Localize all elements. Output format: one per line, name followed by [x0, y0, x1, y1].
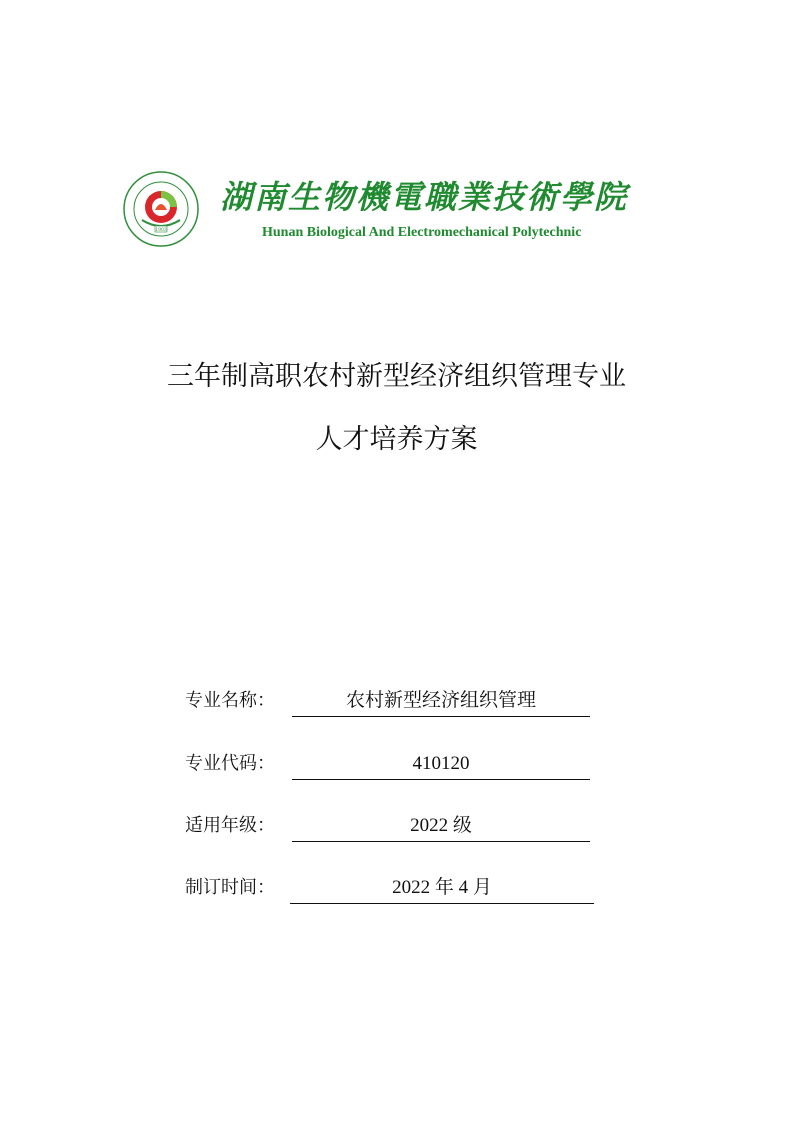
field-value: 2022 级	[292, 813, 590, 842]
field-label: 专业名称：	[185, 690, 275, 711]
field-value: 农村新型经济组织管理	[292, 688, 590, 717]
field-major-name	[185, 688, 605, 718]
school-name-en: Hunan Biological And Electromechanical Polytechnic	[262, 225, 582, 240]
school-name-cn: 湖南生物機電職業技術學院	[220, 178, 629, 216]
field-revision-date	[185, 875, 605, 905]
field-label: 适用年级：	[185, 815, 275, 836]
field-value: 410120	[292, 751, 590, 780]
school-logo	[122, 170, 200, 248]
field-label: 专业代码：	[185, 753, 275, 774]
field-major-code	[185, 751, 605, 781]
document-title-line2: 人才培养方案	[315, 424, 478, 455]
field-applicable-grade	[185, 813, 605, 843]
field-value: 2022 年 4 月	[290, 875, 594, 904]
svg-text:1903: 1903	[155, 228, 167, 233]
field-label: 制订时间：	[185, 877, 275, 898]
document-title-line1: 三年制高职农村新型经济组织管理专业	[167, 361, 626, 392]
